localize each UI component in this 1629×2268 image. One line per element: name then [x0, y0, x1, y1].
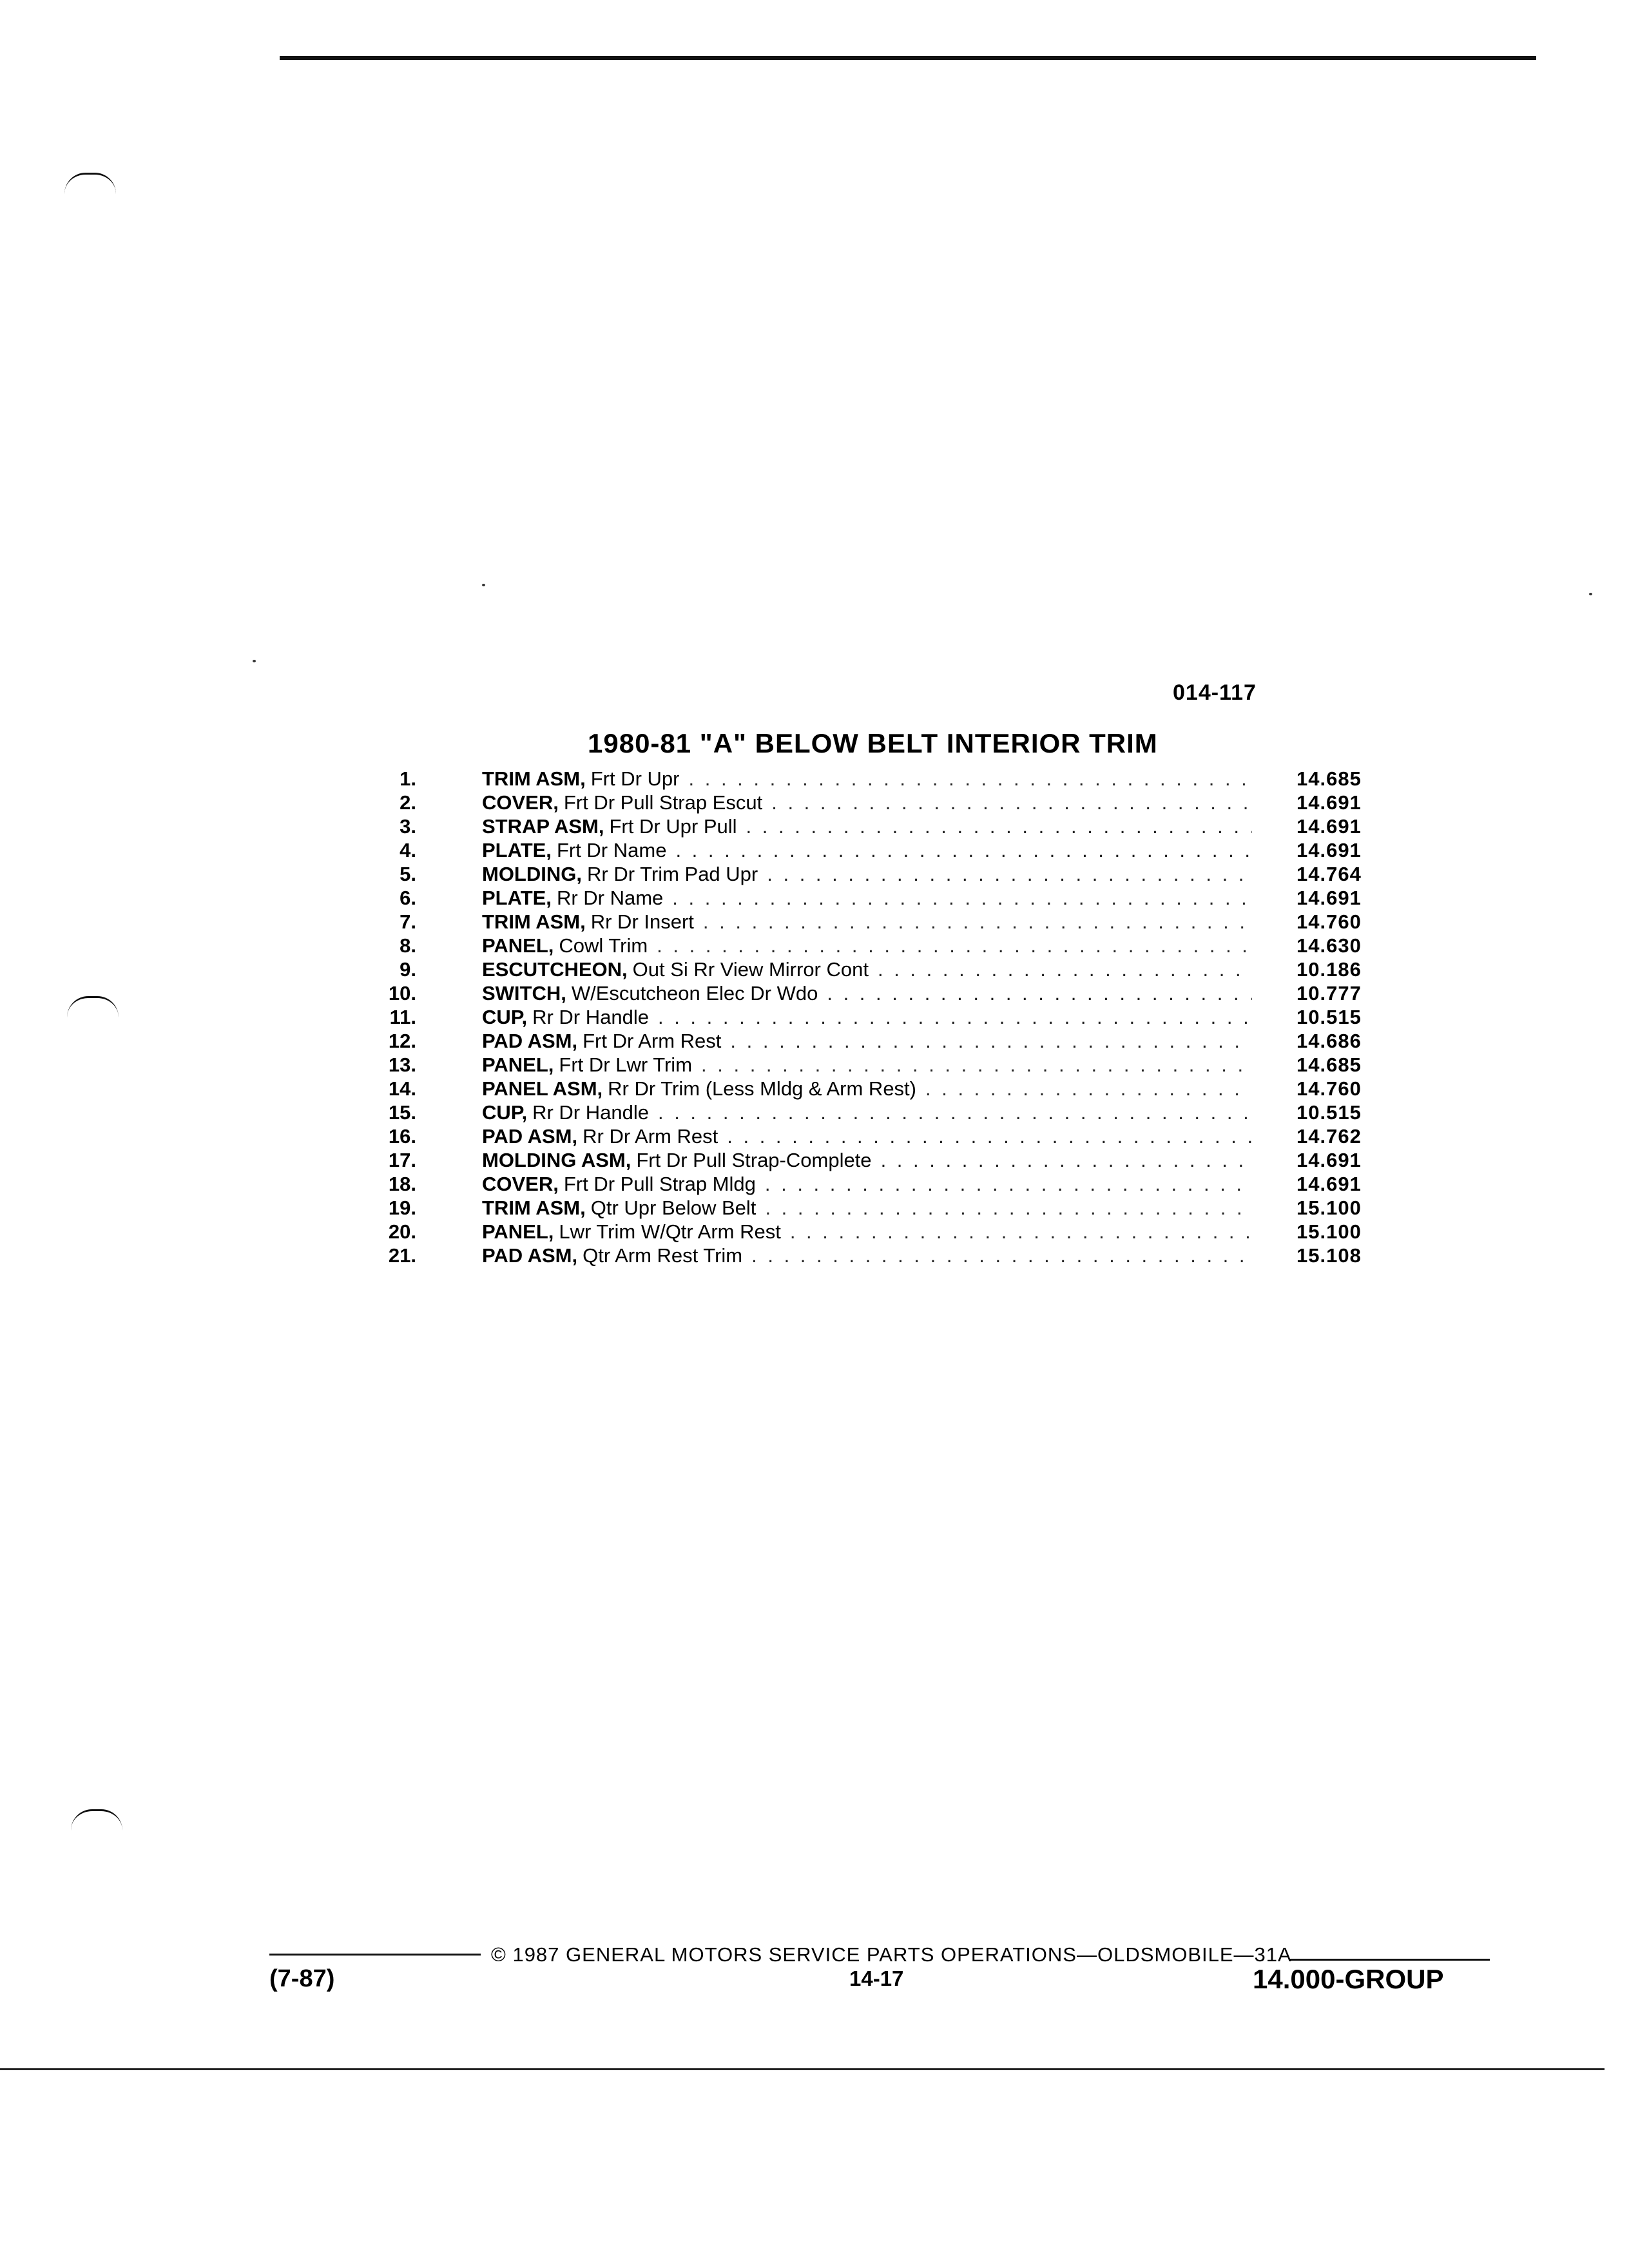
section-code: 014-117: [1173, 680, 1257, 705]
part-description: [482, 1172, 1252, 1196]
part-name: TRIM ASM,: [482, 910, 586, 933]
part-name: TRIM ASM,: [482, 1196, 586, 1219]
part-detail: Frt Dr Lwr Trim: [559, 1053, 693, 1076]
part-description: [482, 886, 1252, 910]
part-number: 21.: [388, 1244, 416, 1267]
revision-date: (7-87): [269, 1965, 335, 1992]
part-row: [361, 1005, 1379, 1029]
dot-leader: [721, 1029, 1252, 1053]
part-row: [361, 957, 1379, 981]
part-reference: 14.764: [1296, 863, 1362, 885]
part-detail: Frt Dr Pull Strap Escut: [563, 791, 763, 814]
scan-speck: [1589, 593, 1592, 595]
part-detail: Lwr Trim W/Qtr Arm Rest: [559, 1220, 781, 1243]
part-detail: Frt Dr Upr Pull: [609, 815, 737, 838]
part-name: PANEL,: [482, 934, 554, 957]
part-description: [482, 838, 1252, 862]
part-number: 4.: [400, 839, 416, 861]
part-description: [482, 981, 1252, 1005]
dot-leader: [666, 838, 1252, 862]
part-row: [361, 791, 1379, 814]
part-detail: Frt Dr Pull Strap-Complete: [636, 1149, 872, 1171]
part-description: [482, 1244, 1252, 1267]
part-row: [361, 814, 1379, 838]
part-number: 19.: [388, 1196, 416, 1219]
part-detail: Frt Dr Name: [556, 839, 667, 861]
page-title: 1980-81 "A" BELOW BELT INTERIOR TRIM: [588, 728, 1158, 758]
part-name: MOLDING ASM,: [482, 1149, 631, 1171]
part-detail: Out Si Rr View Mirror Cont: [632, 958, 869, 981]
dot-leader: [872, 1148, 1252, 1172]
part-reference: 10.777: [1296, 982, 1362, 1004]
part-row: [361, 767, 1379, 791]
part-reference: 14.760: [1296, 1077, 1362, 1100]
dot-leader: [663, 886, 1252, 910]
bottom-rule: [0, 2068, 1605, 2070]
part-row: [361, 1124, 1379, 1148]
part-row: [361, 981, 1379, 1005]
part-detail: Rr Dr Name: [556, 887, 664, 909]
part-reference: 14.760: [1296, 910, 1362, 933]
dot-leader: [742, 1244, 1252, 1267]
dot-leader: [756, 1172, 1252, 1196]
binder-hole-mark: [67, 996, 119, 1017]
part-description: [482, 862, 1252, 886]
part-reference: 10.186: [1296, 958, 1362, 981]
part-description: [482, 1053, 1252, 1077]
part-reference: 14.691: [1296, 791, 1362, 814]
part-detail: Rr Dr Handle: [532, 1006, 649, 1028]
part-description: [482, 1124, 1252, 1148]
dot-leader: [648, 934, 1252, 957]
part-name: CUP,: [482, 1101, 528, 1124]
part-row: [361, 1148, 1379, 1172]
part-description: [482, 791, 1252, 814]
dot-leader: [756, 1196, 1252, 1220]
binder-hole-mark: [64, 173, 116, 194]
dot-leader: [818, 981, 1252, 1005]
part-row: [361, 1244, 1379, 1267]
copyright-notice: © 1987 GENERAL MOTORS SERVICE PARTS OPERATIONS—OLDSMOBILE—31A: [491, 1943, 1292, 1966]
part-number: 17.: [388, 1149, 416, 1171]
part-name: PLATE,: [482, 887, 552, 909]
part-reference: 14.685: [1296, 1053, 1362, 1076]
scan-speck: [253, 660, 256, 662]
dot-leader: [737, 814, 1252, 838]
part-reference: 14.691: [1296, 1173, 1362, 1195]
part-number: 7.: [400, 910, 416, 933]
part-detail: Frt Dr Upr: [590, 767, 680, 790]
part-row: [361, 862, 1379, 886]
part-name: PAD ASM,: [482, 1030, 578, 1052]
part-name: PAD ASM,: [482, 1244, 578, 1267]
dot-leader: [781, 1220, 1252, 1244]
part-row: [361, 886, 1379, 910]
dot-leader: [649, 1005, 1252, 1029]
dot-leader: [680, 767, 1253, 791]
part-detail: Qtr Arm Rest Trim: [583, 1244, 743, 1267]
part-reference: 14.686: [1296, 1030, 1362, 1052]
dot-leader: [694, 910, 1252, 934]
part-row: [361, 1029, 1379, 1053]
part-description: [482, 814, 1252, 838]
part-description: [482, 1029, 1252, 1053]
dot-leader: [869, 957, 1252, 981]
part-row: [361, 1077, 1379, 1100]
part-row: [361, 1172, 1379, 1196]
part-name: PLATE,: [482, 839, 552, 861]
part-description: [482, 910, 1252, 934]
part-number: 20.: [388, 1220, 416, 1243]
part-number: 3.: [400, 815, 416, 838]
dot-leader: [916, 1077, 1252, 1100]
parts-list: [361, 767, 1379, 1267]
part-number: 1.: [400, 767, 416, 790]
part-description: [482, 1005, 1252, 1029]
part-description: [482, 1196, 1252, 1220]
part-detail: Qtr Upr Below Belt: [590, 1196, 757, 1219]
part-name: COVER,: [482, 1173, 559, 1195]
part-row: [361, 1100, 1379, 1124]
part-detail: Cowl Trim: [559, 934, 648, 957]
part-number: 16.: [388, 1125, 416, 1148]
part-name: CUP,: [482, 1006, 528, 1028]
part-detail: W/Escutcheon Elec Dr Wdo: [571, 982, 818, 1004]
dot-leader: [758, 862, 1252, 886]
part-detail: Rr Dr Trim (Less Mldg & Arm Rest): [608, 1077, 916, 1100]
part-name: MOLDING,: [482, 863, 582, 885]
dot-leader: [692, 1053, 1252, 1077]
part-row: [361, 934, 1379, 957]
part-reference: 14.691: [1296, 839, 1362, 861]
part-number: 15.: [388, 1101, 416, 1124]
part-number: 5.: [400, 863, 416, 885]
part-description: [482, 957, 1252, 981]
part-detail: Rr Dr Trim Pad Upr: [587, 863, 758, 885]
part-number: 10.: [388, 982, 416, 1004]
part-number: 13.: [388, 1053, 416, 1076]
dot-leader: [649, 1100, 1252, 1124]
footer-rule-right: [1290, 1959, 1490, 1961]
part-number: 2.: [400, 791, 416, 814]
part-reference: 14.691: [1296, 887, 1362, 909]
part-number: 9.: [400, 958, 416, 981]
part-number: 6.: [400, 887, 416, 909]
scan-speck: [482, 584, 485, 586]
part-description: [482, 934, 1252, 957]
part-number: 14.: [388, 1077, 416, 1100]
part-row: [361, 838, 1379, 862]
part-reference: 10.515: [1296, 1101, 1362, 1124]
part-name: SWITCH,: [482, 982, 566, 1004]
part-number: 18.: [388, 1173, 416, 1195]
dot-leader: [718, 1124, 1252, 1148]
part-description: [482, 1148, 1252, 1172]
part-name: COVER,: [482, 791, 559, 814]
part-detail: Frt Dr Arm Rest: [583, 1030, 722, 1052]
part-description: [482, 1077, 1252, 1100]
part-reference: 14.691: [1296, 815, 1362, 838]
part-row: [361, 1196, 1379, 1220]
part-row: [361, 1220, 1379, 1244]
part-reference: 10.515: [1296, 1006, 1362, 1028]
part-detail: Rr Dr Arm Rest: [583, 1125, 718, 1148]
part-name: STRAP ASM,: [482, 815, 604, 838]
part-number: 12.: [388, 1030, 416, 1052]
part-detail: Frt Dr Pull Strap Mldg: [563, 1173, 756, 1195]
part-reference: 14.685: [1296, 767, 1362, 790]
top-rule: [280, 56, 1536, 60]
part-reference: 14.762: [1296, 1125, 1362, 1148]
part-name: ESCUTCHEON,: [482, 958, 628, 981]
part-reference: 14.630: [1296, 934, 1362, 957]
footer-rule-left: [269, 1954, 481, 1956]
part-number: 11.: [389, 1006, 416, 1028]
part-row: [361, 910, 1379, 934]
binder-hole-mark: [71, 1809, 122, 1831]
part-name: PAD ASM,: [482, 1125, 578, 1148]
part-detail: Rr Dr Handle: [532, 1101, 649, 1124]
part-name: TRIM ASM,: [482, 767, 586, 790]
part-reference: 14.691: [1296, 1149, 1362, 1171]
part-description: [482, 1100, 1252, 1124]
part-detail: Rr Dr Insert: [590, 910, 694, 933]
part-number: 8.: [400, 934, 416, 957]
part-reference: 15.100: [1296, 1220, 1362, 1243]
page-number: 14-17: [849, 1966, 904, 1990]
part-reference: 15.108: [1296, 1244, 1362, 1267]
part-name: PANEL,: [482, 1220, 554, 1243]
dot-leader: [762, 791, 1252, 814]
part-name: PANEL ASM,: [482, 1077, 603, 1100]
group-number: 14.000-GROUP: [1253, 1964, 1444, 1994]
part-description: [482, 1220, 1252, 1244]
part-row: [361, 1053, 1379, 1077]
part-name: PANEL,: [482, 1053, 554, 1076]
part-description: [482, 767, 1252, 791]
part-reference: 15.100: [1296, 1196, 1362, 1219]
